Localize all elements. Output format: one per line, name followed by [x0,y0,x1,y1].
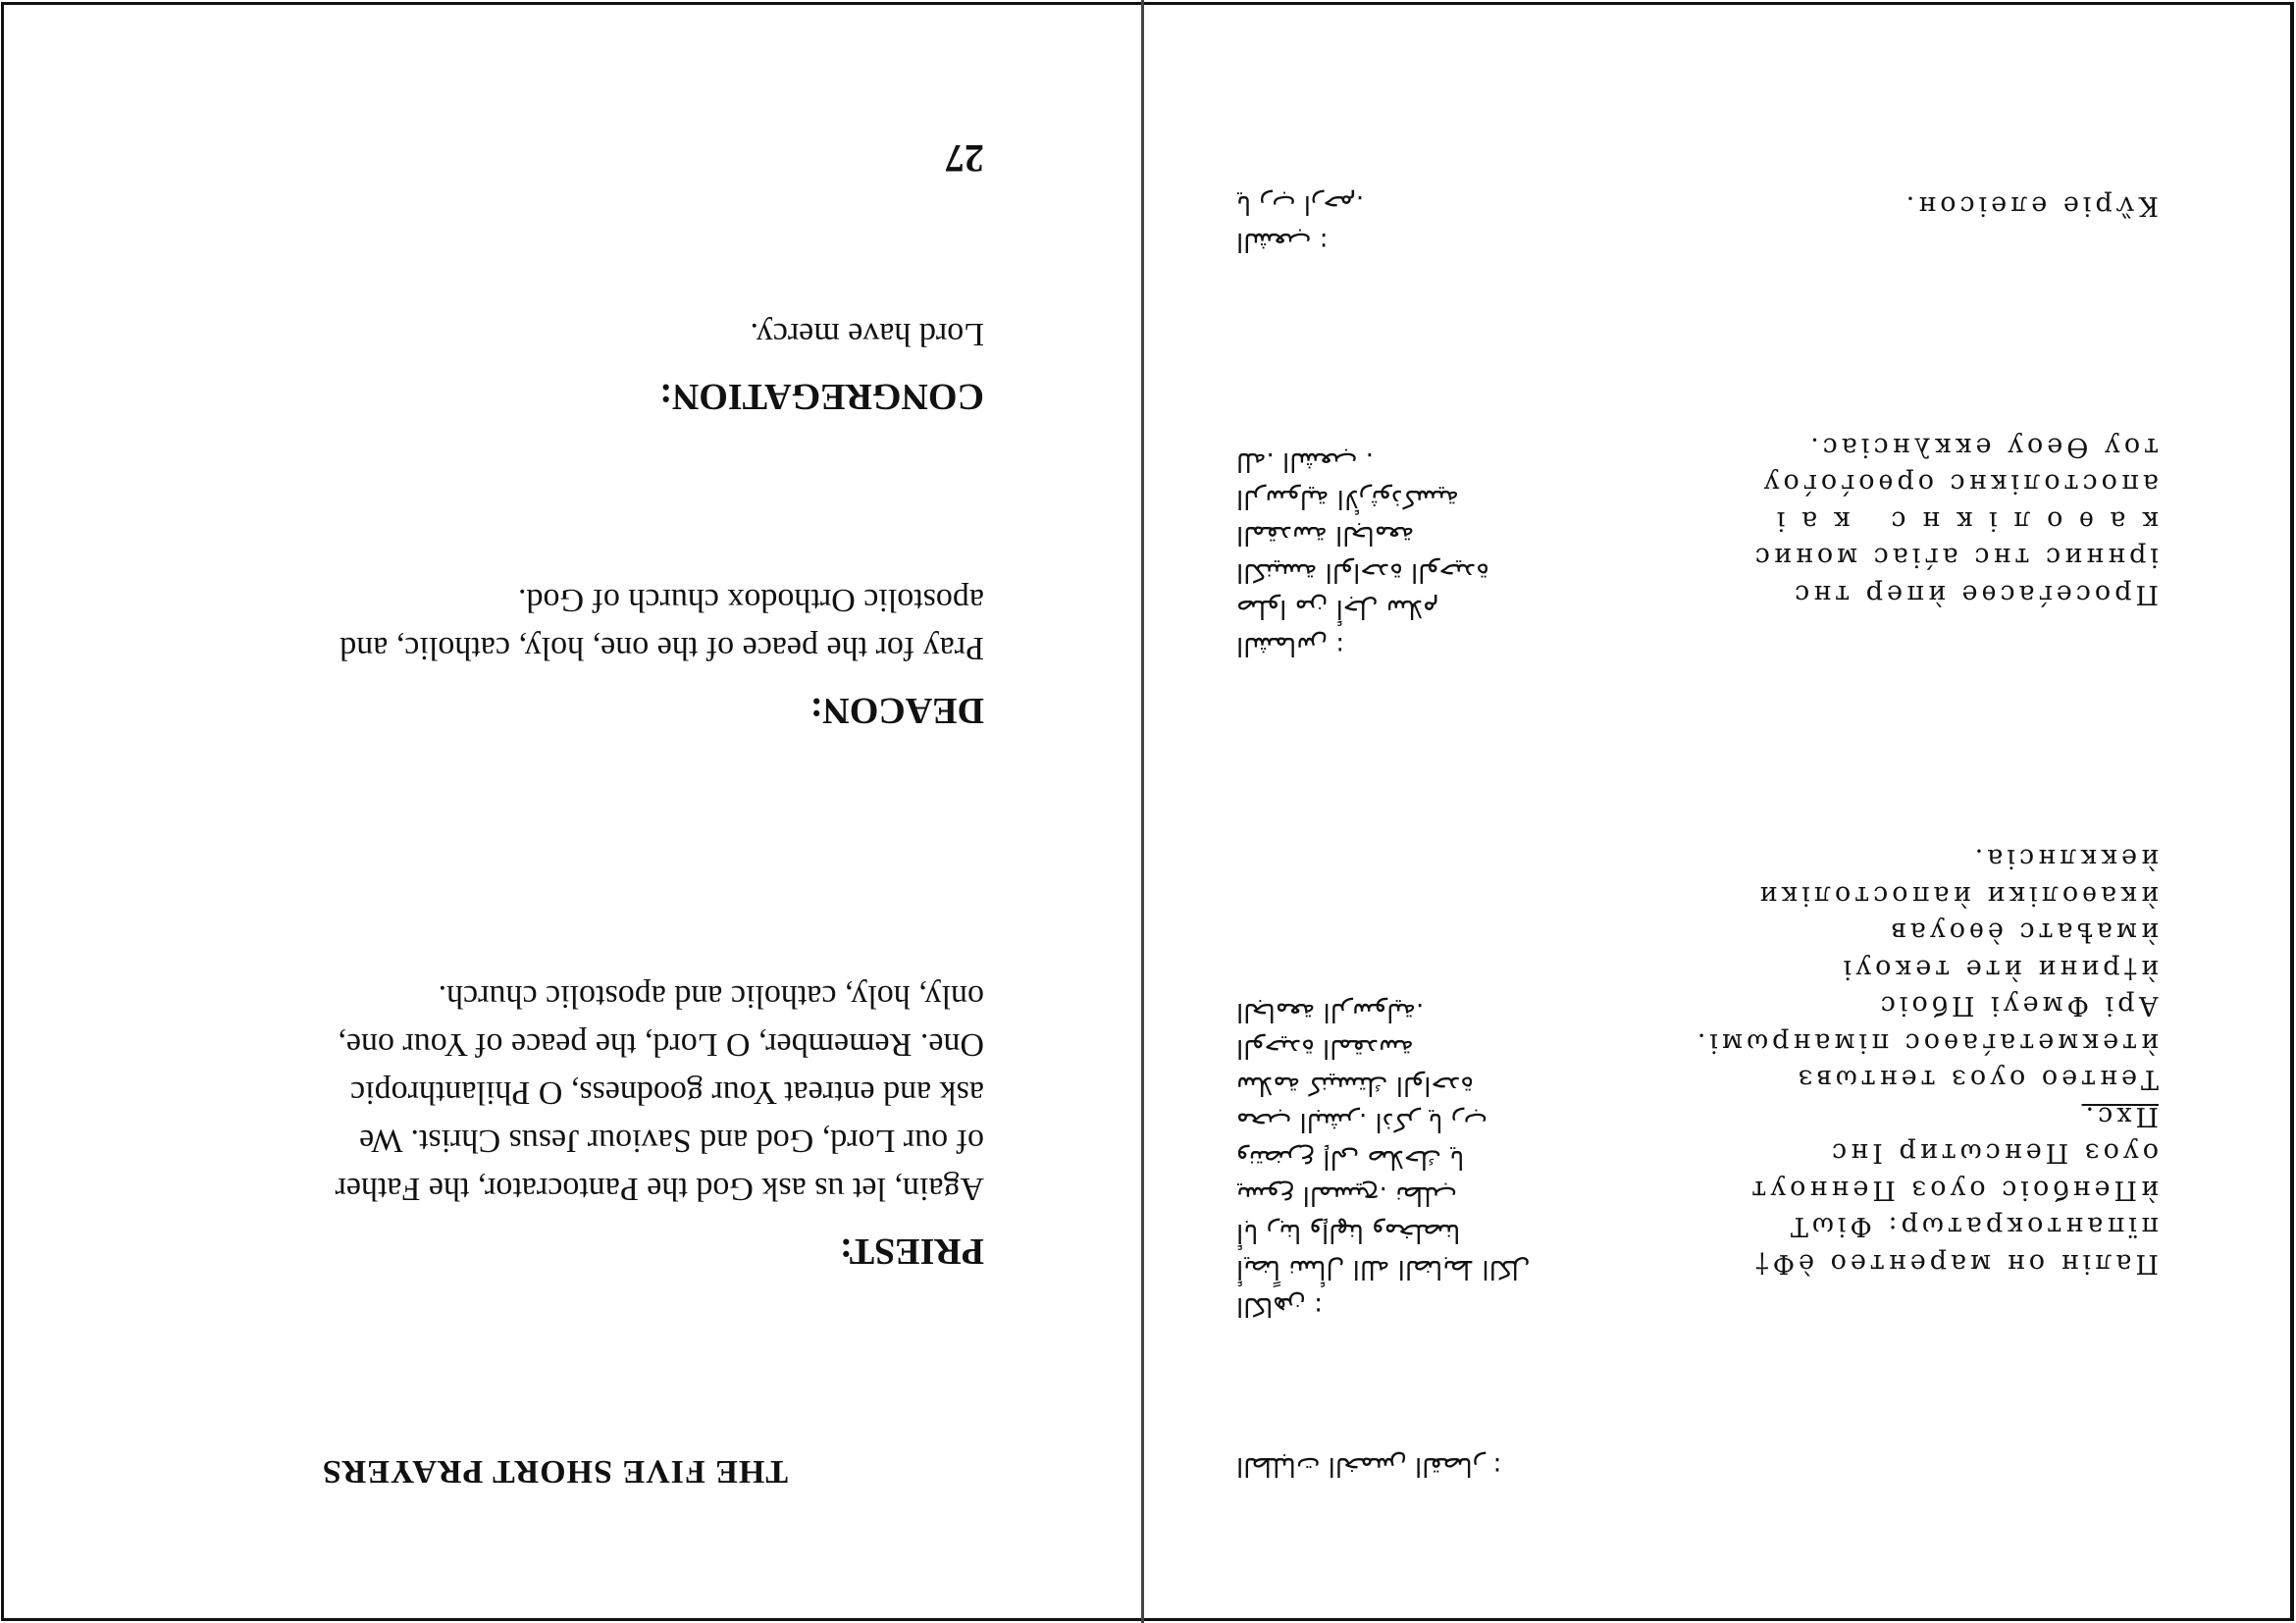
text-line: тоу Ѳеоу еккλнсіас. [1806,432,2159,462]
coptic-block-congregation [1903,187,2159,225]
text-line: ѝПенбоіс оуоз Пенноут [1748,1175,2159,1205]
text-line: أيضاً نسأل الله الضابط الكل [1236,1254,1531,1284]
text-line: Pray for the peace of the one, holy, catholic, and [339,630,984,666]
text-line: apostolic Orthodox church of God. [518,582,984,618]
text-line: Пхс. [2081,1101,2159,1131]
text-line: Тентео оуоз тентωвз [1794,1064,2159,1095]
text-line: One. Remember, O Lord, the peace of Your one, [338,1026,984,1063]
coptic-block-deacon [1751,429,2159,613]
text-line: оуоз Пенсωтир Інс [1828,1137,2159,1169]
arabic-heading: الطلبات الخمس القصار : [1236,1451,1502,1481]
deacon-paragraph [339,576,984,672]
text-line: Again, let us ask God the Pantocrator, the Father [335,1171,984,1207]
text-line: صلوا من أجل سلام [1236,594,1439,624]
text-line: ѝмаѣатс ѐѳоуав [1887,916,2159,948]
text-line: к а ѳ о л і к н с к а і [1772,505,2159,536]
text-line: الشماس : [1236,631,1345,660]
text-line: Арі Фмеуі Пбоіс [1876,990,2159,1021]
text-line: محب البشر. اذكر يا رب [1236,1107,1487,1137]
text-line: يا رب ارحم. [1236,189,1365,220]
text-line: ونتضرع إلى صلاحك يا [1236,1144,1465,1174]
text-line: لله. الشعب . [1236,446,1374,477]
text-line: ask and entreat Your goodness, O Philanthropic [350,1074,984,1111]
left-page [1144,0,2296,1623]
text-line: يسوع المسيح. نطلب [1236,1180,1457,1211]
text-line: ѝекклнсіа. [1970,843,2159,874]
arabic-block-priest [1236,993,1629,1325]
right-page [0,0,1141,1623]
page-title: THE FIVE SHORT PRAYERS [321,1453,788,1490]
congregation-paragraph [750,310,984,358]
text-line: الرسولية الأرثوذكسية [1236,484,1459,513]
text-line: апостолікнс орѳоѓоѓоу [1759,468,2159,499]
text-line: الشعب : [1236,227,1329,256]
text-line: الكنيسة الواحدة الوحيدة [1236,557,1489,587]
text-line: ѝкаѳоліки ѝапостоліки [1755,880,2159,911]
priest-paragraph [336,972,984,1213]
text-line: الكاهن : [1236,1291,1323,1321]
text-line: Палін он марентео ѐФ† [1751,1248,2159,1279]
text-line: of our Lord, God and Saviour Jesus Christ. We [359,1123,984,1159]
text-line: Кѷріе елеісон. [1902,190,2159,221]
deacon-label: DEACON: [809,690,984,731]
text-line: ірннис тнс аѓіас монис [1750,542,2159,573]
text-line: المقدسة الجامعة [1236,520,1415,550]
text-line: الوحيدة المقدسة [1236,1033,1414,1064]
text-line: أبا ربنا وإلهنا ومخلصنا [1236,1218,1461,1247]
text-line: Lord have mercy. [750,316,984,352]
page-number: 27 [945,136,984,181]
text-line: سلامة كنيستك الواحدة [1236,1071,1474,1100]
arabic-block-deacon [1236,443,1629,663]
arabic-block-congregation [1236,185,1629,259]
text-line: only, holy, catholic and apostolic church. [438,978,984,1015]
text-line: ѝтекметаѓаѳос піманрωмі. [1693,1027,2159,1058]
text-line: الجامعة الرسولية. [1236,997,1425,1026]
text-line: ѝ†рини ѝте текоуі [1839,954,2159,984]
text-line: пїпантократωр: ФiωT [1786,1211,2159,1242]
coptic-block-priest [1694,840,2159,1282]
text-line: Просеѓаcѳе ѝпер тнс [1791,579,2159,609]
priest-label: PRIEST: [839,1230,984,1272]
congregation-label: CONGREGATION: [659,376,984,417]
